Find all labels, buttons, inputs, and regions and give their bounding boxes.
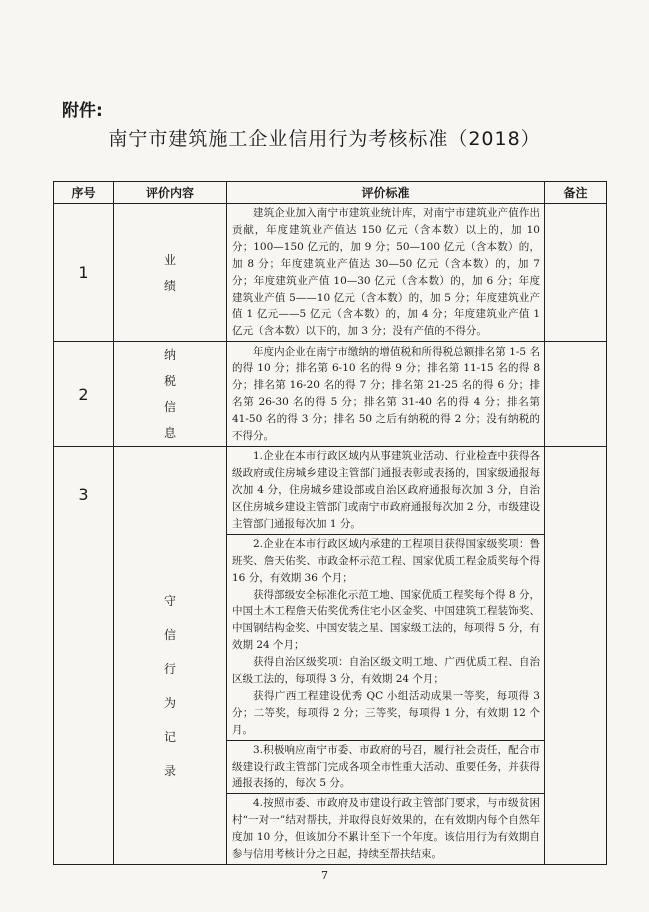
standard-text: 4.按照市委、市政府及市建设行政主管部门要求，与市级贫困村“一对一”结对帮扶，并取得良好效果的，在有效期内每个自然年度加 10 分，但该加分不累计至下一个年度。该信用行为有效期自参与信用考核计分之日起，持续至帮扶结束。 (232, 797, 540, 861)
criteria-table (53, 181, 607, 865)
header-standard: 评价标准 (227, 182, 545, 204)
content-char: 信 (163, 400, 176, 415)
row-remark (545, 342, 607, 447)
row-remark (545, 204, 607, 342)
row-content (114, 342, 227, 447)
standard-text: 2.企业在本市行政区域内承建的工程项目获得国家级奖项：鲁班奖、詹天佑奖、市政金杯示范工程、国家优质工程金质奖每个得 16 分，有效期 36 个月； (232, 537, 540, 584)
record-item-1 (227, 447, 545, 535)
content-char: 纳 (163, 348, 176, 363)
header-seq: 序号 (54, 182, 114, 204)
content-char: 为 (163, 695, 176, 710)
standard-text: 3.积极响应南宁市委、市政府的号召，履行社会责任，配合市级建设行政主管部门完成各项全市性重大活动、重要任务，并获得通报表扬的，每次 5 分。 (232, 743, 540, 790)
standard-text: 获得广西工程建设优秀 QC 小组活动成果一等奖，每项得 3 分；二等奖，每项得 2 分；三等奖，每项得 1 分，有效期 12 个月。 (232, 689, 540, 736)
standard-text: 1.企业在本市行政区域内从事建筑业活动、行业检查中获得各级政府或住房城乡建设主管部门通报表彰或表扬的，国家级通报每次加 4 分，住房城乡建设部或自治区政府通报每次加 3 分，自治区住房城乡建设主管部门或南宁市政府通报每次加 2 分，市级建设主管部门通报每次加 1 分。 (232, 450, 540, 530)
content-char: 息 (163, 426, 176, 441)
content-char: 录 (163, 763, 176, 778)
document-title: 南宁市建筑施工企业信用行为考核标准（2018） (108, 128, 541, 150)
standard-text: 建筑企业加入南宁市建筑业统计库，对南宁市建筑业产值作出贡献，年度建筑业产值达 150 亿元（含本数）以上的，加 10 分；100—150 亿元的，加 9 分；50—100 亿元（含本数）的，加 8 分；年度建筑业产值达 30—50 亿元（含本数）的，加 7 分；年度建筑业产值 10—30 亿元（含本数）的，加 6 分；年度建筑业产值 5——10 亿元（含本数）的，加 5 分；年度建筑业产值 1 亿元——5 亿元（含本数）的，加 4 分；年度建筑业产值 1 亿元（含本数）以下的，加 3 分；没有产值的不得分。 (232, 207, 540, 338)
content-char: 业 (163, 252, 176, 267)
header-content: 评价内容 (114, 182, 227, 204)
row-standard (227, 204, 545, 342)
row-standard (227, 342, 545, 447)
record-item-3 (227, 740, 545, 794)
record-item-2 (227, 534, 545, 740)
row-seq: 1 (54, 204, 114, 342)
header-remark: 备注 (545, 182, 607, 204)
content-char: 守 (163, 593, 176, 608)
row-remark (545, 447, 607, 865)
row-content (114, 447, 227, 865)
table-row (54, 447, 607, 535)
table-header-row (54, 182, 607, 204)
table-row (54, 204, 607, 342)
row-seq: 2 (54, 342, 114, 447)
standard-text: 年度内企业在南宁市缴纳的增值税和所得税总额排名第 1-5 名的得 10 分；排名第 6-10 名的得 9 分；排名第 11-15 名的得 8 分；排名第 16-20 名的得 7 分；排名第 21-25 名的得 6 分；排名第 26-30 名的得 5 分；排名第 31-40 名的得 4 分；排名第 41-50 名的得 3 分；排名 50 之后有纳税的得 2 分；没有纳税的不得分。 (232, 345, 540, 443)
standard-text: 获得部级安全标准化示范工地、国家优质工程奖每个得 8 分，中国土木工程詹天佑奖优秀住宅小区金奖、中国建筑工程装饰奖、中国钢结构金奖、中国安装之星、国家级工法的，每项得 5 分，有效期 24 个月； (232, 588, 540, 652)
record-item-4 (227, 794, 545, 865)
table-row (54, 342, 607, 447)
content-char: 税 (163, 374, 176, 389)
attachment-label: 附件: (62, 101, 103, 121)
content-char: 信 (163, 627, 176, 642)
content-char: 行 (163, 661, 176, 676)
content-char: 记 (163, 729, 176, 744)
page-number: 7 (321, 869, 328, 882)
row-content (114, 204, 227, 342)
row-seq: 3 (54, 447, 114, 865)
content-char: 绩 (163, 278, 176, 293)
standard-text: 获得自治区级奖项：自治区级文明工地、广西优质工程、自治区级工法的，每项得 3 分，有效期 24 个月； (232, 656, 540, 686)
